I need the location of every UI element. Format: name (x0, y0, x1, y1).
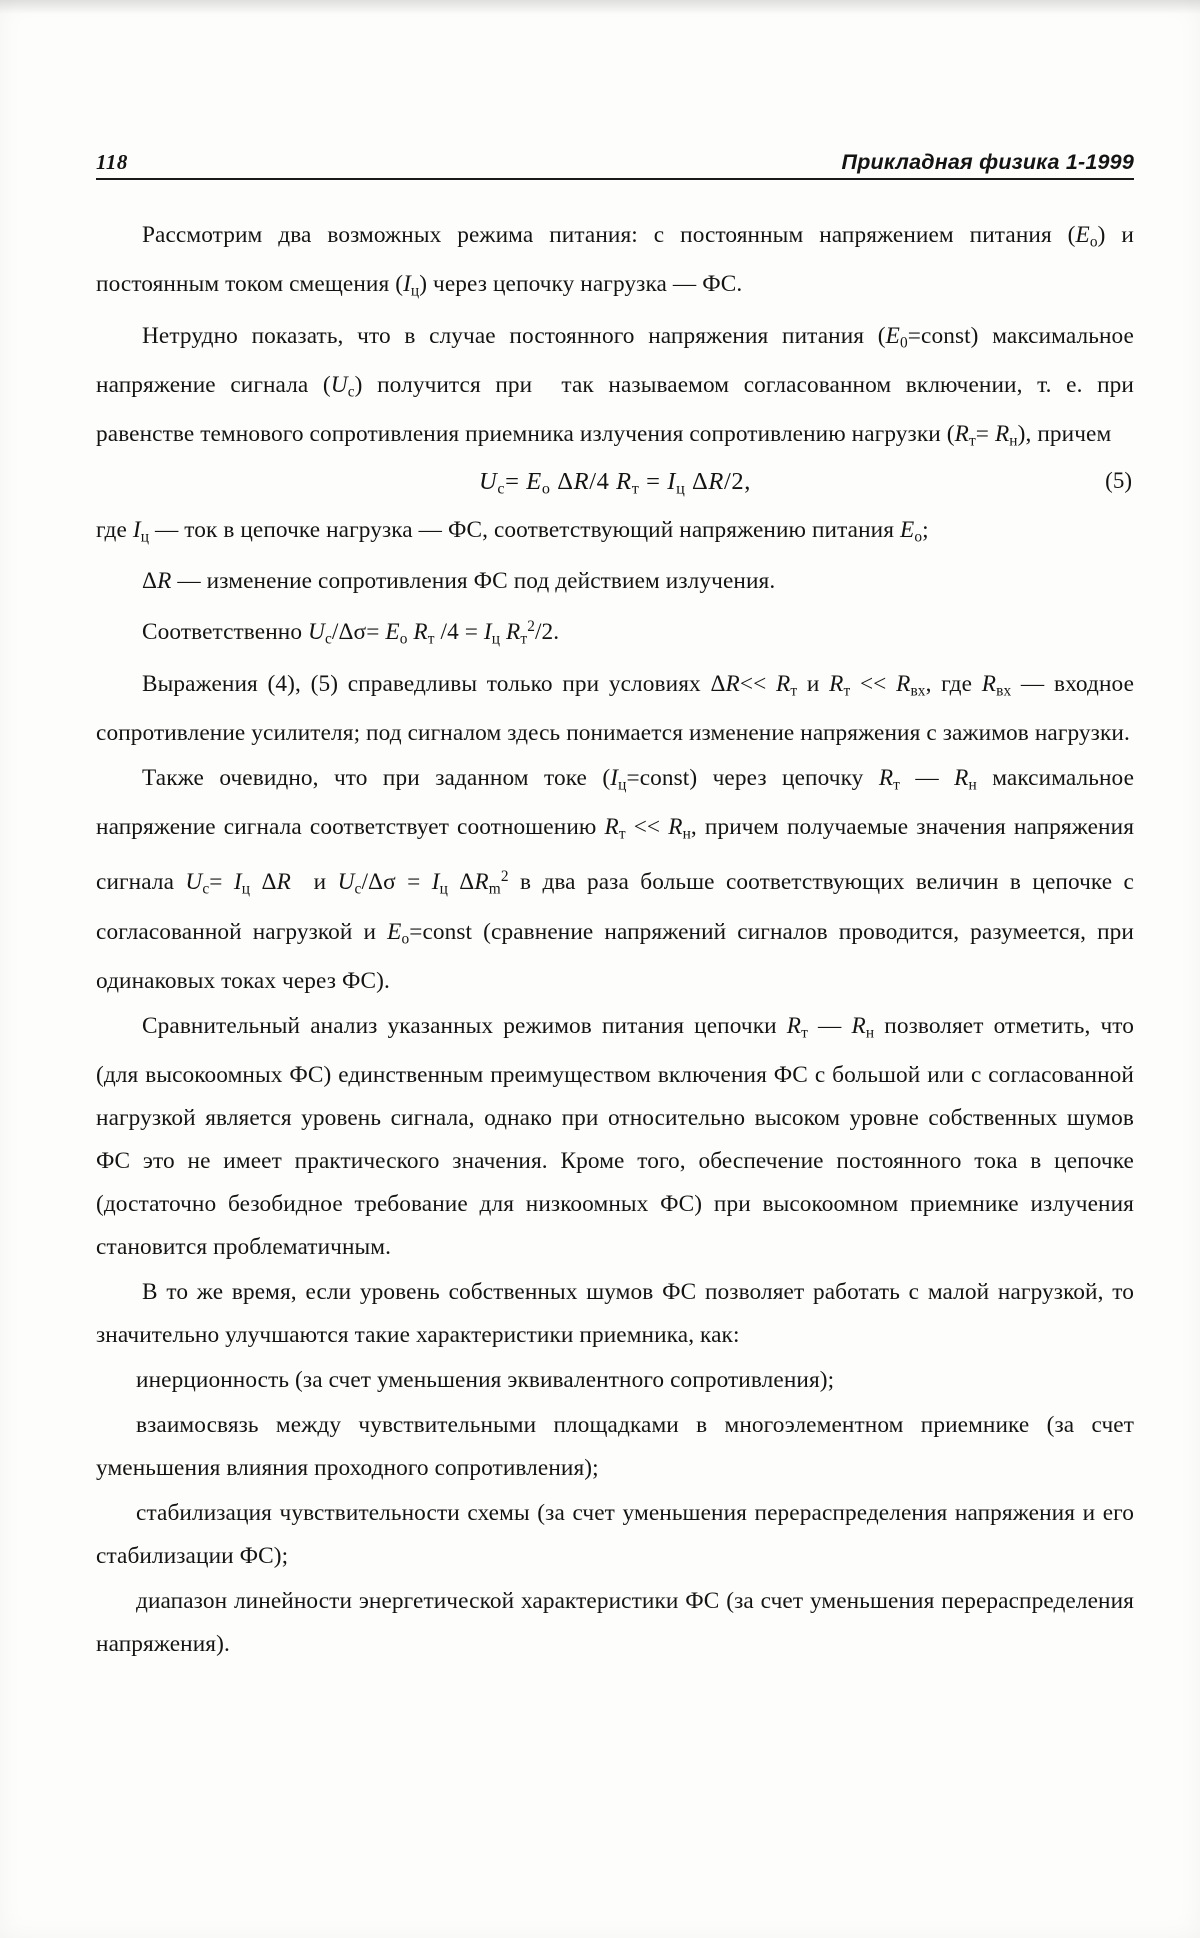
advantages-list (96, 1359, 1134, 1666)
paragraph-8: Сравнительный анализ указанных режимов питания цепочки $R_т$ — $R_н$ позволяет отметить, что (для высокоомных ФС) единственным преимуществом включения ФС с большой или с согласованной нагрузкой является уровень сигнала, однако при относительно высоком уровне собственных шумов ФС это не имеет практического значения. Кроме того, обеспечение постоянного тока в цепочке (достаточно безобидное требование для низкоомных ФС) при высокоомном приемнике излучения становится проблематичным. (96, 1013, 1135, 1261)
journal-title: Прикладная физика 1-1999 (841, 150, 1134, 174)
paragraph-9: В то же время, если уровень собственных шумов ФС позволяет работать с малой нагрузкой, то значительно улучшаются такие характеристики приемника, как: (96, 1279, 1134, 1349)
paragraph-5: Соответственно $U_с/\Delta\sigma= E_о$ $R_т$ $/4 = I_ц$ $R_т^2/2$. (142, 618, 560, 648)
paragraph-2: Нетрудно показать, что в случае постоянного напряжения питания $(E_0=const)$ максимальное напряжение сигнала $(U_с)$ получится при так называемом согласованном включении, т. е. при равенстве темнового сопротивления приемника излучения сопротивлению нагрузки $(R_т= R_н)$, причем (96, 322, 1134, 450)
page-number: 118 (96, 150, 128, 174)
equation-expression: $U_с= E_о$ ΔR/4 $R_т = I_ц$ ΔR/2, (479, 468, 751, 498)
running-head (96, 150, 1134, 180)
paragraph-4: ΔR — изменение сопротивления ФС под действием излучения. (142, 568, 776, 595)
scan-edge-shadow (0, 0, 1200, 14)
list-item: диапазон линейности энергетической характеристики ФС (за счет уменьшения перераспределения напряжения). (96, 1588, 1134, 1658)
page-content (96, 150, 1134, 1668)
paragraph-7: Также очевидно, что при заданном токе $(I_ц=const)$ через цепочку $R_т$ — $R_н$ максимальное напряжение сигнала соответствует соотношению $R_т << R_н$, причем получаемые значения напряжения сигнала $U_с= I_ц$ ΔR и $U_с/\Delta\sigma = I_ц$ $\Delta R_m^2$ в два раза больше соответствующих величин в цепочке с согласованной нагрузкой и $E_о=const$ (сравнение напряжений сигналов проводится, разумеется, при одинаковых токах через ФС). (96, 764, 1135, 995)
equation-number: (5) (1105, 468, 1132, 494)
list-item: стабилизация чувствительности схемы (за счет уменьшения перераспределения напряжения и его стабилизации ФС); (96, 1500, 1134, 1570)
equation-5 (96, 468, 1134, 499)
paragraph-6: Выражения (4), (5) справедливы только при условиях $\Delta R<< R_т$ и $R_т << R_{вх}$, где $R_{вх}$ — входное сопротивление усилителя; под сигналом здесь понимается изменение напряжения с зажимов нагрузки. (96, 670, 1135, 746)
paragraph-1: Рассмотрим два возможных режима питания: с постоянным напряжением питания $(E_о)$ и постоянным током смещения $(I_ц)$ через цепочку нагрузка — ФС. (96, 222, 1134, 300)
list-item: взаимосвязь между чувствительными площадками в многоэлементном приемнике (за счет уменьшения влияния проходного сопротивления); (96, 1412, 1134, 1482)
paragraph-3: где $I_ц$ — ток в цепочке нагрузка — ФС, соответствующий напряжению питания $E_о$; (96, 517, 929, 546)
list-item: инерционность (за счет уменьшения эквивалентного сопротивления); (136, 1367, 835, 1394)
